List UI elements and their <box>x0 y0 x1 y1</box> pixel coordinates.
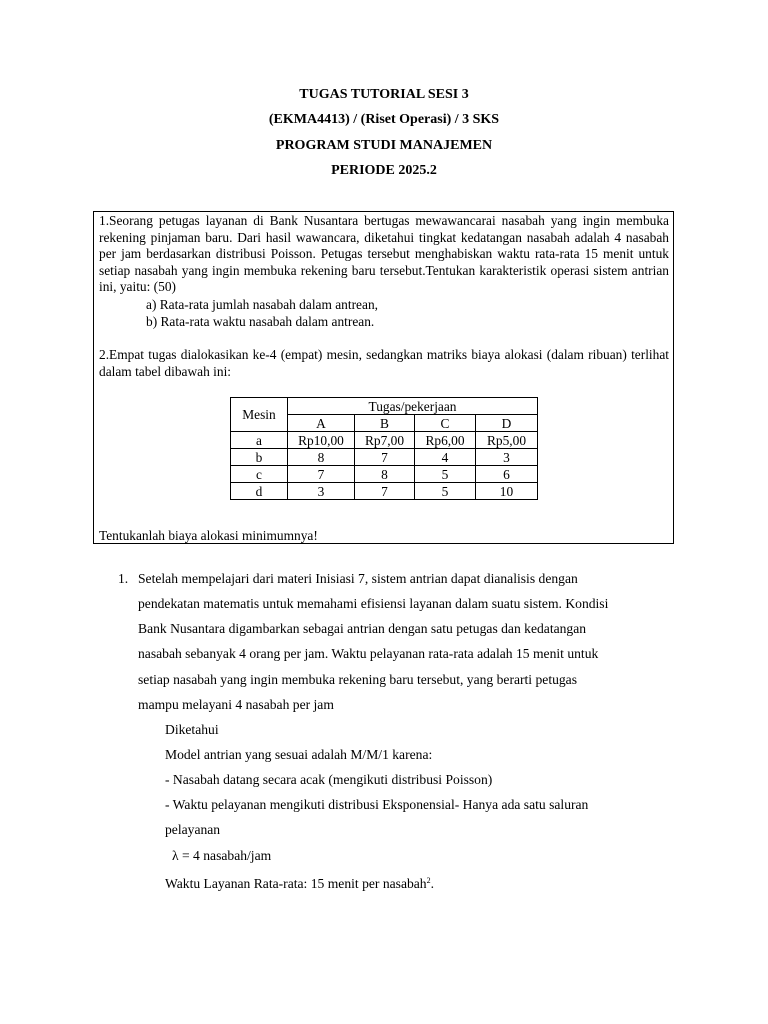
reason-1: - Nasabah datang secara acak (mengikuti distribusi Poisson) <box>165 772 493 787</box>
table-row-header: Mesin <box>231 398 288 432</box>
service-time-end: . <box>430 876 435 891</box>
table-col-header: C <box>415 415 476 432</box>
lambda-line: λ = 4 nasabah/jam <box>172 848 272 863</box>
diketahui-label: Diketahui <box>165 722 219 737</box>
answer-line: setiap nasabah yang ingin membuka rekening baru tersebut, yang berarti petugas <box>138 672 578 687</box>
answer-line: nasabah sebanyak 4 orang per jam. Waktu pelayanan rata-rata adalah 15 menit untuk <box>138 646 599 661</box>
table-cell: 10 <box>476 483 538 500</box>
table-cell: 4 <box>415 449 476 466</box>
table-cell: 7 <box>288 466 355 483</box>
service-time-text: Waktu Layanan Rata-rata: 15 menit per nasabah <box>165 876 427 891</box>
table-col-header: B <box>355 415 415 432</box>
model-line: Model antrian yang sesuai adalah M/M/1 karena: <box>165 747 433 762</box>
table-cell: 3 <box>288 483 355 500</box>
table-group-header: Tugas/pekerjaan <box>288 398 538 415</box>
question-1-text: 1.Seorang petugas layanan di Bank Nusantara bertugas mewawancarai nasabah yang ingin membuka rekening pinjaman baru. Dari hasil wawancara, diketahui tingkat kedatangan nasabah adalah 4 nasabah per jam berdasarkan distribusi Poisson. Petugas tersebut menghabiskan waktu rata-rata 15 menit untuk setiap nasabah yang ingin membuka rekening baru tersebut.Tentukan karakteristik operasi sistem antrian ini, yaitu: (50) <box>99 213 669 294</box>
answer-line: Bank Nusantara digambarkan sebagai antrian dengan satu petugas dan kedatangan <box>138 621 587 636</box>
question-box <box>93 211 674 544</box>
table-cell: 6 <box>476 466 538 483</box>
table-row <box>231 483 538 500</box>
table-row-label: a <box>231 432 288 449</box>
service-time-line <box>165 873 434 892</box>
table-row <box>231 449 538 466</box>
footnote-marker: 2 <box>426 876 431 885</box>
table-cell: 3 <box>476 449 538 466</box>
course-code: (EKMA4413) / (Riset Operasi) / 3 SKS <box>268 112 500 127</box>
table-cell: 5 <box>415 466 476 483</box>
table-cell: 7 <box>355 483 415 500</box>
reason-2-cont: pelayanan <box>165 822 221 837</box>
table-cell: Rp10,00 <box>288 432 355 449</box>
table-row-label: b <box>231 449 288 466</box>
doc-title: TUGAS TUTORIAL SESI 3 <box>299 87 469 102</box>
answer-line: pendekatan matematis untuk memahami efisiensi layanan dalam suatu sistem. Kondisi <box>138 596 609 611</box>
question-2-text: 2.Empat tugas dialokasikan ke-4 (empat) mesin, sedangkan matriks biaya alokasi (dalam ribuan) terlihat dalam tabel dibawah ini: <box>99 347 669 379</box>
answer-line: mampu melayani 4 nasabah per jam <box>138 697 334 712</box>
answer-number: 1. <box>118 571 129 586</box>
question-1-option-a: a) Rata-rata jumlah nasabah dalam antrean, <box>146 297 378 312</box>
cost-matrix-table <box>230 397 538 500</box>
table-row-label: d <box>231 483 288 500</box>
question-2-instruction: Tentukanlah biaya alokasi minimumnya! <box>99 528 318 543</box>
table-cell: 8 <box>288 449 355 466</box>
table-cell: 8 <box>355 466 415 483</box>
table-cell: 5 <box>415 483 476 500</box>
answer-line: Setelah mempelajari dari materi Inisiasi 7, sistem antrian dapat dianalisis dengan <box>138 571 578 586</box>
table-col-header: D <box>476 415 538 432</box>
question-1-option-b: b) Rata-rata waktu nasabah dalam antrean. <box>146 314 375 329</box>
reason-2: - Waktu pelayanan mengikuti distribusi Eksponensial- Hanya ada satu saluran <box>165 797 589 812</box>
table-row-label: c <box>231 466 288 483</box>
table-col-header: A <box>288 415 355 432</box>
table-row <box>231 466 538 483</box>
table-cell: Rp7,00 <box>355 432 415 449</box>
table-row <box>231 432 538 449</box>
table-cell: 7 <box>355 449 415 466</box>
table-cell: Rp5,00 <box>476 432 538 449</box>
study-program: PROGRAM STUDI MANAJEMEN <box>275 138 493 153</box>
table-cell: Rp6,00 <box>415 432 476 449</box>
period: PERIODE 2025.2 <box>331 163 437 178</box>
